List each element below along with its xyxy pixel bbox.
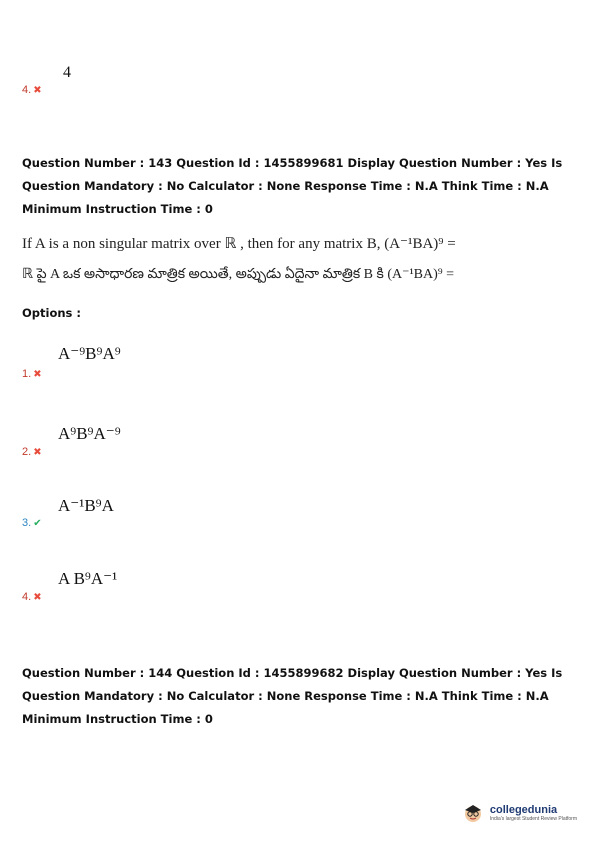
collegedunia-logo: [462, 802, 577, 824]
option-4-text: A B⁹A⁻¹: [58, 569, 118, 588]
option-number: 4.: [22, 84, 32, 96]
option-1: [22, 362, 42, 381]
options-label: Options :: [22, 306, 81, 320]
option-number: 2.: [22, 446, 32, 458]
logo-brand: collegedunia: [489, 804, 558, 816]
prev-option-4: [22, 78, 42, 97]
option-number: 1.: [22, 368, 32, 380]
checkmark-icon: ✔: [33, 518, 42, 529]
question-143-telugu: ℝ పై A ఒక అసాధారణ మాత్రిక అయితే, అప్పుడు ఏదైనా మాత్రిక B కి (A⁻¹BA)⁹ =: [22, 267, 455, 282]
prev-option-4-text: 4: [63, 64, 71, 81]
option-number: 3.: [22, 517, 32, 529]
option-2-text: A⁹B⁹A⁻⁹: [58, 424, 121, 443]
option-1-text: A⁻⁹B⁹A⁹: [58, 344, 121, 363]
option-3-text: A⁻¹B⁹A: [58, 496, 114, 515]
cross-icon: ✖: [33, 447, 42, 458]
logo-tagline: India's largest Student Review Platform: [489, 816, 577, 822]
option-4: [22, 585, 42, 604]
option-number: 4.: [22, 591, 32, 603]
mascot-icon: [462, 802, 484, 824]
question-143-english: If A is a non singular matrix over ℝ , then for any matrix B, (A⁻¹BA)⁹ =: [22, 236, 456, 252]
cross-icon: ✖: [33, 85, 42, 96]
cross-icon: ✖: [33, 369, 42, 380]
option-3: [22, 511, 42, 530]
option-2: [22, 440, 42, 459]
cross-icon: ✖: [33, 592, 42, 603]
question-144-meta: Question Number : 144 Question Id : 1455899682 Display Question Number : Yes Is Question Mandatory : No Calculator : None Response Time : N.A Think Time : N.A Minimum Instruction Time : 0: [22, 666, 563, 726]
question-143-meta: Question Number : 143 Question Id : 1455899681 Display Question Number : Yes Is Question Mandatory : No Calculator : None Response Time : N.A Think Time : N.A Minimum Instruction Time : 0: [22, 156, 563, 216]
